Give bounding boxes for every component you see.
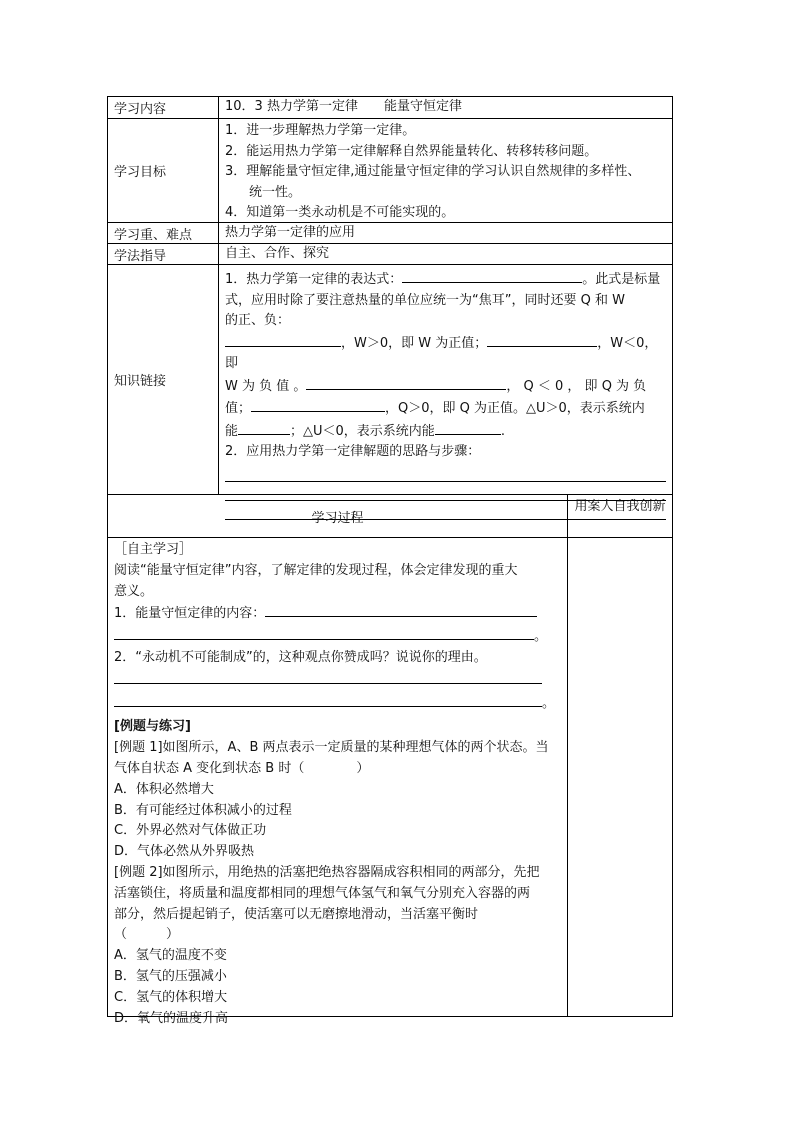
answer-blank[interactable] bbox=[114, 692, 542, 707]
knowledge-text: ；△U＜0，表示系统内能 bbox=[290, 423, 435, 439]
lesson-table bbox=[107, 96, 673, 1026]
line-end: 。 bbox=[534, 629, 548, 645]
row-method bbox=[108, 244, 672, 265]
label-knowledge: 知识链接 bbox=[108, 265, 219, 494]
row-focus bbox=[108, 223, 672, 244]
question-text: 2．“永动机不可能制成”的，这种观点你赞成吗？说说你的理由。 bbox=[114, 649, 487, 665]
knowledge-text: 值； bbox=[225, 401, 252, 416]
option-item: D．氧气的温度升高 bbox=[114, 1010, 229, 1026]
knowledge-text: ， Q ＜ 0 ， 即 Q 为 负 bbox=[506, 378, 647, 394]
knowledge-text: ，W＞0，即 W 为正值； bbox=[341, 335, 488, 351]
option-item: A．体积必然增大 bbox=[114, 781, 214, 797]
goal-item: 4．知道第一类永动机是不可能实现的。 bbox=[225, 205, 455, 220]
knowledge-text: W 为 负 值 。 bbox=[225, 378, 307, 394]
example-text: 气体自状态 A 变化到状态 B 时（ ） bbox=[114, 760, 370, 776]
knowledge-text: 式，应用时除了要注意热量的单位应统一为“焦耳”，同时还要 Q 和 W bbox=[225, 292, 625, 308]
value-knowledge bbox=[219, 265, 672, 494]
answer-blank[interactable] bbox=[114, 669, 542, 684]
option-item: D．气体必然从外界吸热 bbox=[114, 844, 255, 860]
answer-blank[interactable] bbox=[265, 602, 537, 617]
knowledge-text: 能 bbox=[225, 423, 239, 439]
answer-blank[interactable] bbox=[251, 397, 385, 412]
label-goals: 学习目标 bbox=[108, 119, 219, 222]
answer-blank[interactable] bbox=[225, 332, 341, 347]
goal-item: 1．进一步理解热力学第一定律。 bbox=[225, 123, 416, 138]
intro-text: 意义。 bbox=[114, 583, 154, 599]
intro-text: 阅读“能量守恒定律”内容，了解定律的发现过程，体会定律发现的重大 bbox=[114, 562, 518, 578]
section-title: ［自主学习］ bbox=[114, 542, 193, 557]
side-notes-cell[interactable] bbox=[568, 538, 672, 1016]
row-process-body bbox=[108, 538, 672, 1026]
answer-blank[interactable] bbox=[114, 625, 534, 640]
option-item: B．有可能经过体积减小的过程 bbox=[114, 802, 292, 818]
value-method: 自主、合作、探究 bbox=[225, 245, 330, 261]
line-end: 。 bbox=[542, 695, 556, 711]
answer-blank[interactable] bbox=[435, 420, 501, 435]
label-method: 学法指导 bbox=[108, 244, 219, 264]
option-item: C．外界必然对气体做正功 bbox=[114, 823, 267, 839]
row-goals bbox=[108, 119, 672, 223]
value-focus: 热力学第一定律的应用 bbox=[225, 224, 356, 240]
knowledge-text: 。此式是标量 bbox=[582, 272, 661, 287]
section-title: [例题与练习] bbox=[114, 719, 191, 735]
answer-blank[interactable] bbox=[238, 420, 290, 435]
answer-line[interactable] bbox=[225, 463, 666, 482]
example-text: 活塞锁住，将质量和温度都相同的理想气体氢气和氧气分别充入容器的两 bbox=[114, 885, 531, 901]
knowledge-text: 2．应用热力学第一定律解题的思路与步骤： bbox=[225, 444, 481, 459]
knowledge-text: 1．热力学第一定律的表达式： bbox=[225, 272, 403, 287]
goal-item: 统一性。 bbox=[249, 184, 302, 200]
option-item: C．氢气的体积增大 bbox=[114, 989, 228, 1005]
row-knowledge bbox=[108, 265, 672, 495]
knowledge-text: ，W＜0，即 bbox=[225, 335, 658, 371]
value-content: 10．3 热力学第一定律 能量守恒定律 bbox=[225, 99, 462, 115]
row-process-header bbox=[108, 495, 672, 538]
goal-item: 2．能运用热力学第一定律解释自然界能量转化、转移转移问题。 bbox=[225, 143, 598, 159]
example-text: [例题 2]如图所示，用绝热的活塞把绝热容器隔成容积相同的两部分，先把 bbox=[114, 864, 540, 880]
question-text: 1．能量守恒定律的内容： bbox=[114, 606, 266, 622]
knowledge-text: . bbox=[500, 423, 505, 439]
option-item: A．氢气的温度不变 bbox=[114, 948, 227, 964]
goal-item: 3．理解能量守恒定律,通过能量守恒定律的学习认识自然规律的多样性、 bbox=[225, 164, 641, 179]
answer-blank[interactable] bbox=[487, 332, 597, 347]
label-focus: 学习重、难点 bbox=[108, 223, 219, 243]
example-text: 部分，然后提起销子，使活塞可以无磨擦地滑动，当活塞平衡时 bbox=[114, 906, 479, 922]
answer-blank[interactable] bbox=[402, 268, 582, 283]
row-content bbox=[108, 97, 672, 119]
knowledge-text: 的正、负： bbox=[225, 313, 291, 328]
process-header: 学习过程 bbox=[108, 495, 568, 537]
process-body bbox=[108, 538, 568, 1026]
answer-blank[interactable] bbox=[306, 375, 506, 390]
side-header: 用案人自我创新 bbox=[574, 499, 666, 514]
example-text: [例题 1]如图所示，A、B 两点表示一定质量的某种理想气体的两个状态。当 bbox=[114, 740, 549, 756]
option-item: B．氢气的压强减小 bbox=[114, 968, 227, 984]
example-text: （ ） bbox=[114, 927, 180, 943]
value-goals bbox=[219, 119, 672, 222]
knowledge-text: ，Q＞0，即 Q 为正值。△U＞0，表示系统内 bbox=[385, 401, 645, 416]
label-content: 学习内容 bbox=[108, 97, 219, 118]
